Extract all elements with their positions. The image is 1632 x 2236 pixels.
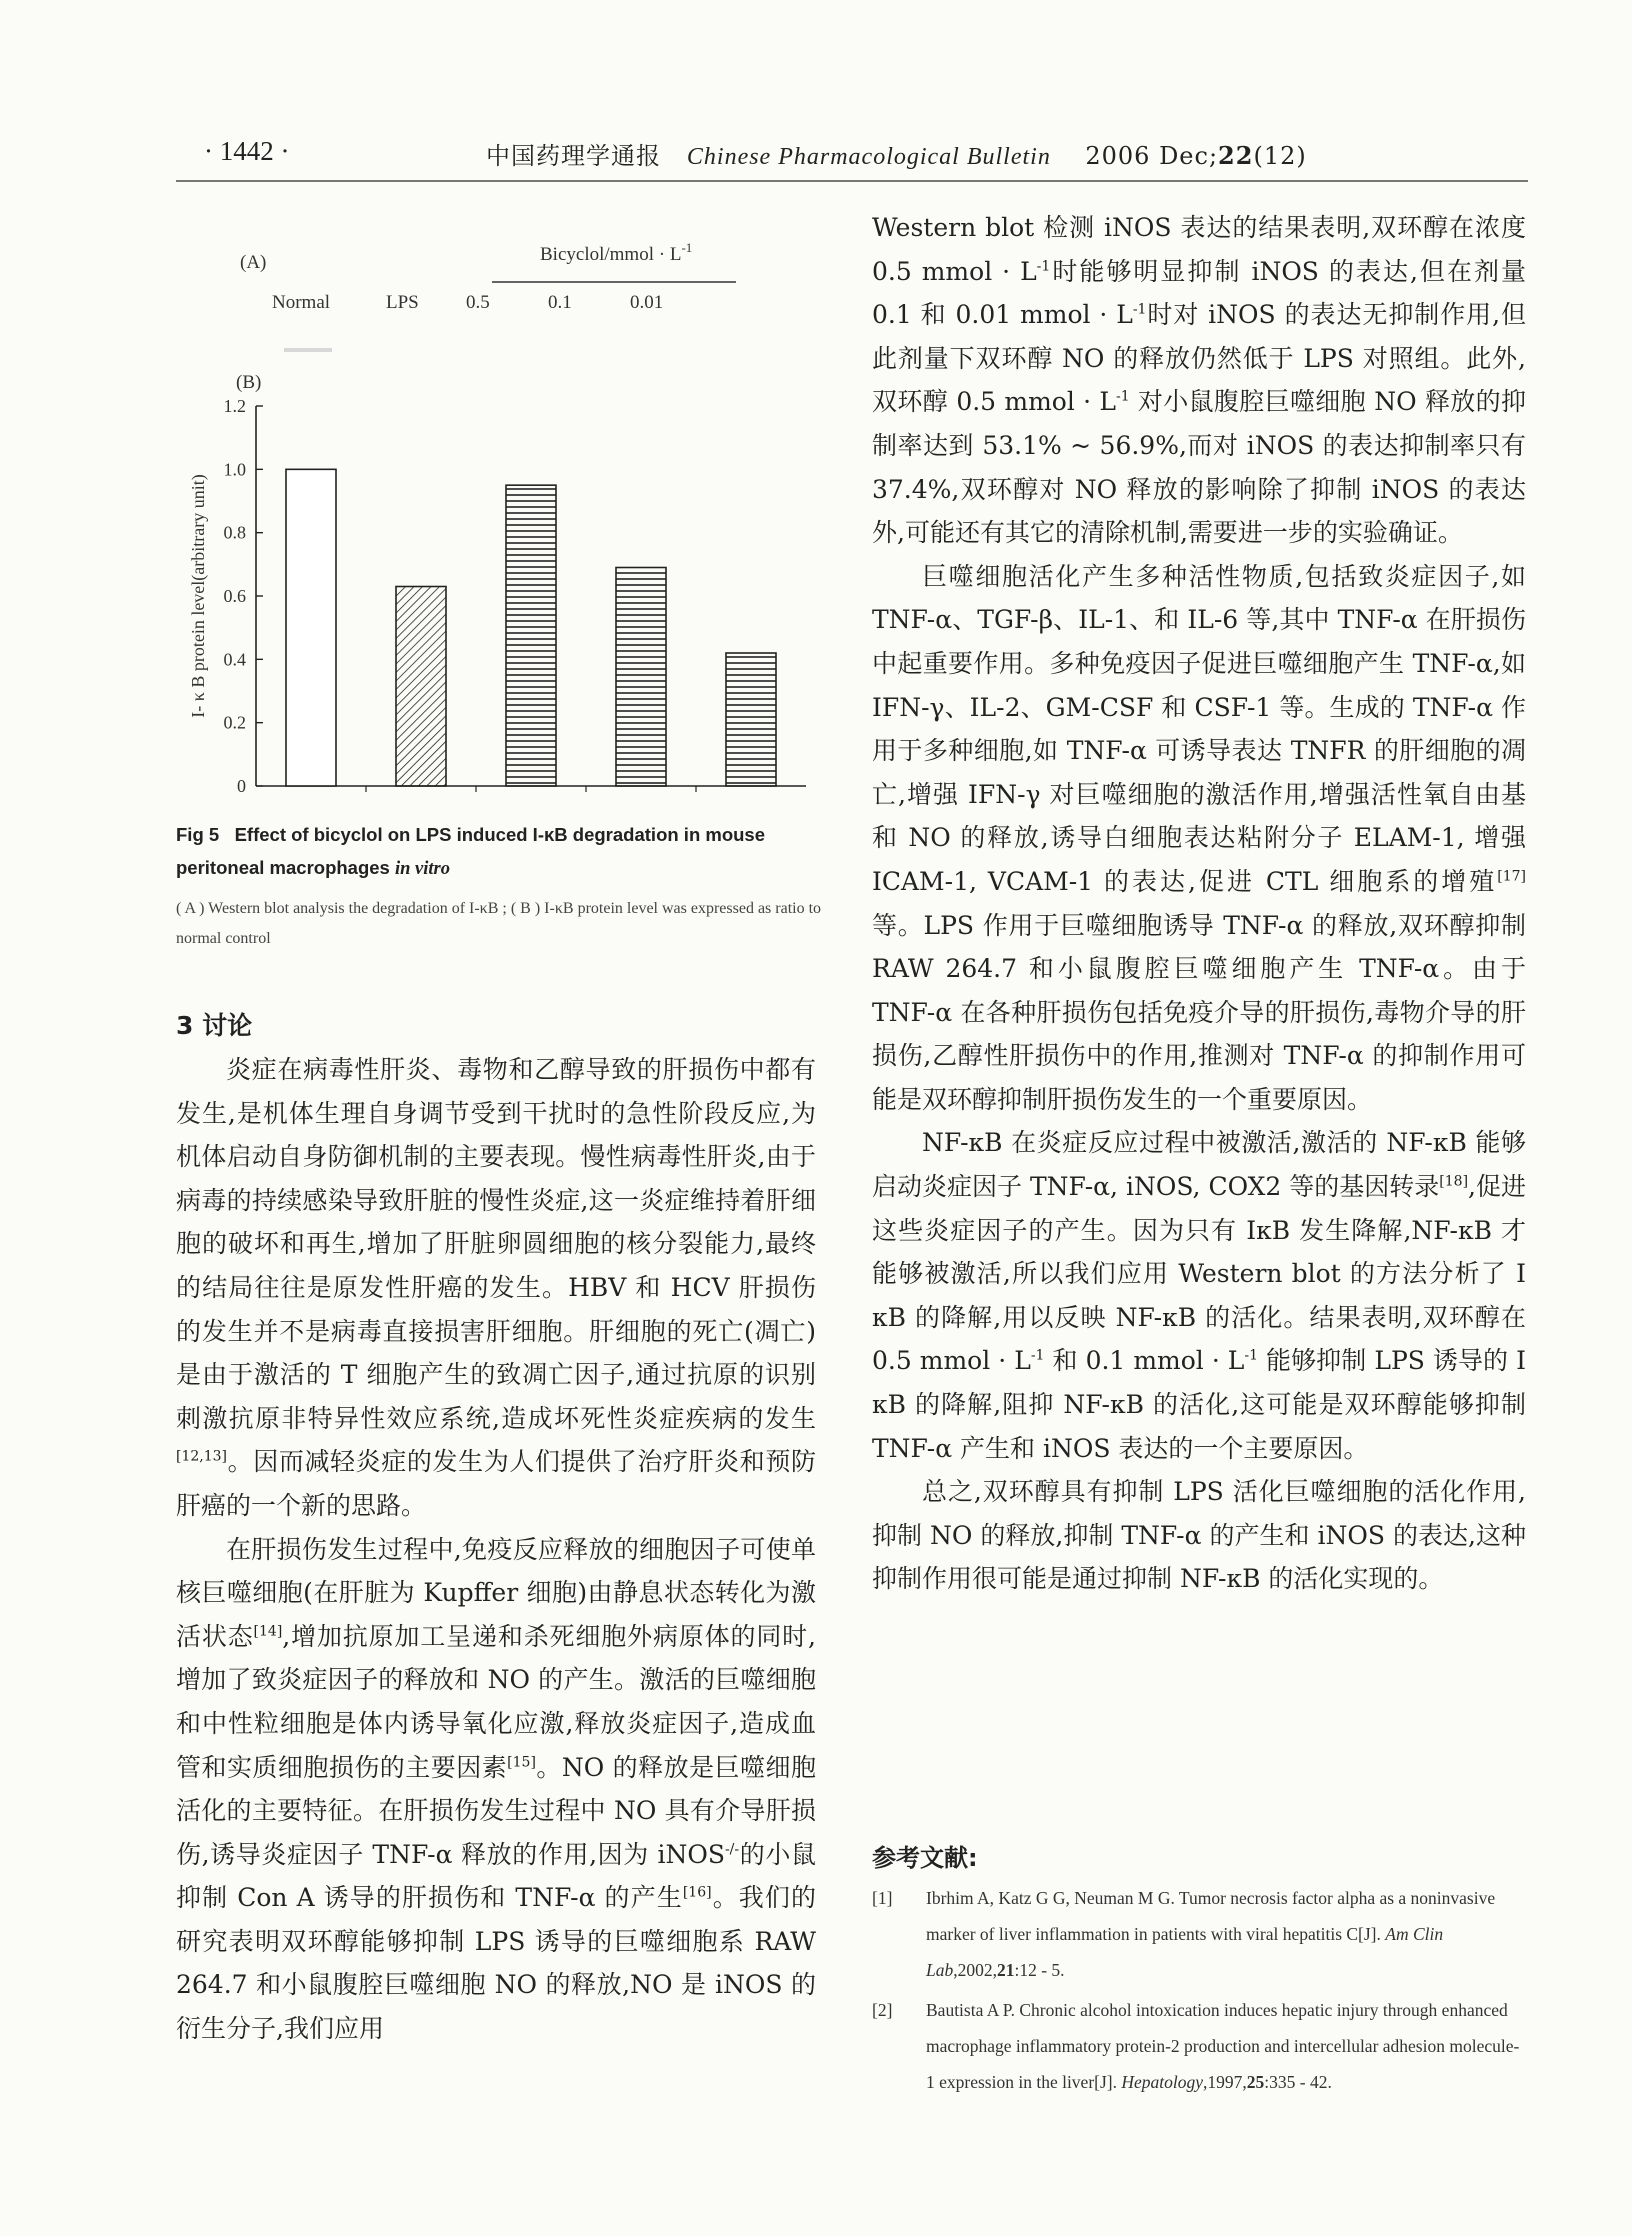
y-tick-label: 1.2	[223, 396, 246, 416]
issue-number: (12)	[1253, 142, 1307, 170]
references-heading: 参考文献:	[872, 1844, 978, 1872]
bar-0-1	[616, 568, 666, 787]
y-tick-label: 1.0	[223, 459, 246, 480]
paragraph-1: 炎症在病毒性肝炎、毒物和乙醇导致的肝损伤中都有发生,是机体生理自身调节受到干扰时的急性阶段反应,为机体启动自身防御机制的主要表现。慢性病毒性肝炎,由于病毒的持续感染导致肝脏的慢性炎症,这一炎症维持着肝细胞的破坏和再生,增加了肝脏卵圆细胞的核分裂能力,最终的结局往往是原发性肝癌的发生。HBV 和 HCV 肝损伤的发生并不是病毒直接损害肝细胞。肝细胞的死亡(凋亡)是由于激活的 T 细胞产生的致凋亡因子,通过抗原的识别刺激抗原非特异性效应系统,造成坏死性炎症疾病的发生[12,13]。因而减轻炎症的发生为人们提供了治疗肝炎和预防肝癌的一个新的思路。	[176, 1055, 816, 1520]
panel-a-label: (A)	[240, 252, 267, 273]
caption-fig-no: Fig 5	[176, 824, 220, 845]
reference-item: [2] Bautista A P. Chronic alcohol intoxication induces hepatic injury through enhanced macrophage inflammatory protein-2 production and intercellular adhesion molecule-1 expression in the liver[J]. Hepatology,1997,25:335 - 42.	[872, 1992, 1526, 2100]
journal-title-cn: 中国药理学通报	[486, 142, 661, 170]
lane-label: 0.1	[548, 292, 572, 313]
caption-title-italic: in vitro	[394, 859, 450, 879]
caption-title	[176, 818, 826, 886]
issue-prefix: 2006 Dec;	[1085, 142, 1219, 170]
bar-normal	[286, 469, 336, 786]
treatment-header: Bicyclol/mmol · $L^{-1}$	[540, 240, 693, 265]
caption-title-text: Effect of bicyclol on LPS induced I-κB degradation in mouse peritoneal macrophages	[176, 824, 766, 878]
panel-b-label: (B)	[236, 372, 262, 393]
header-rule	[176, 180, 1528, 182]
caption-note: ( A ) Western blot analysis the degradation of I-κB ; ( B ) I-κB protein level was expressed as ratio to normal control	[176, 900, 822, 947]
running-header	[176, 128, 1526, 178]
blot-smudge	[284, 348, 332, 352]
lane-labels	[272, 292, 663, 313]
y-tick-label: 0.4	[223, 649, 246, 670]
issue-volume: 22	[1218, 141, 1254, 170]
bar-0-01	[726, 653, 776, 786]
bar-lps	[396, 587, 446, 787]
bar-0-5	[506, 485, 556, 786]
y-axis-label: I- κ B protein level(arbitrary unit)	[188, 474, 208, 718]
lane-label: 0.01	[630, 292, 664, 313]
figure-5	[176, 230, 816, 800]
paragraph-5: NF-κB 在炎症反应过程中被激活,激活的 NF-κB 能够启动炎症因子 TNF-α, iNOS, COX2 等的基因转录[18],促进这些炎症因子的产生。因为只有 IκB 发生降解,NF-κB 才能够被激活,所以我们应用 Western blot 的方法分析了 I κB 的降解,用以反映 NF-κB 的活化。结果表明,双环醇在 0.5 mmol · $L^{-1}$ 和 0.1 mmol · $L^{-1}$ 能够抑制 LPS 诱导的 I κB 的降解,阻抑 NF-κB 的活化,这可能是双环醇能够抑制 TNF-α 产生和 iNOS 表达的一个主要原因。	[872, 1128, 1527, 1463]
y-tick-label: 0	[237, 776, 246, 796]
lane-label: LPS	[386, 292, 419, 313]
reference-item: [1] Ibrhim A, Katz G G, Neuman M G. Tumor necrosis factor alpha as a noninvasive marker of liver inflammation in patients with viral hepatitis C[J]. Am Clin Lab,2002,21:12 - 5.	[872, 1880, 1526, 1988]
lane-label: 0.5	[466, 292, 490, 313]
reference-number: [1]	[872, 1888, 893, 1908]
page-number: · 1442 ·	[204, 136, 290, 166]
y-tick-label: 0.2	[223, 712, 246, 733]
journal-title-en: Chinese Pharmacological Bulletin	[686, 144, 1051, 170]
paragraph-3: Western blot 检测 iNOS 表达的结果表明,双环醇在浓度 0.5 mmol · $L^{-1}$时能够明显抑制 iNOS 的表达,但在剂量 0.1 和 0.01 mmol · $L^{-1}$时对 iNOS 的表达无抑制作用,但此剂量下双环醇 NO 的释放仍然低于 LPS 对照组。此外,双环醇 0.5 mmol · $L^{-1}$ 对小鼠腹腔巨噬细胞 NO 释放的抑制率达到 53.1% ~ 56.9%,而对 iNOS 的表达抑制率只有 37.4%,双环醇对 NO 释放的影响除了抑制 iNOS 的表达外,可能还有其它的清除机制,需要进一步的实验确证。	[872, 213, 1526, 548]
paragraph-2: 在肝损伤发生过程中,免疫反应释放的细胞因子可使单核巨噬细胞(在肝脏为 Kupffer 细胞)由静息状态转化为激活状态[14],增加抗原加工呈递和杀死细胞外病原体的同时,增加了致炎症因子的释放和 NO 的产生。激活的巨噬细胞和中性粒细胞是体内诱导氧化应激,释放炎症因子,造成血管和实质细胞损伤的主要因素[15]。NO 的释放是巨噬细胞活化的主要特征。在肝损伤发生过程中 NO 具有介导肝损伤,诱导炎症因子 TNF-α 释放的作用,因为 iNOS-/-的小鼠抑制 Con A 诱导的肝损伤和 TNF-α 的产生[16]。我们的研究表明双环醇能够抑制 LPS 诱导的巨噬细胞系 RAW 264.7 和小鼠腹腔巨噬细胞 NO 的释放,NO 是 iNOS 的衍生分子,我们应用	[176, 1534, 816, 2044]
bar-chart	[188, 396, 806, 796]
right-column-text	[872, 206, 1526, 1601]
paragraph-6: 总之,双环醇具有抑制 LPS 活化巨噬细胞的活化作用,抑制 NO 的释放,抑制 TNF-α 的产生和 iNOS 的表达,这种抑制作用很可能是通过抑制 NF-κB 的活化实现的。	[872, 1477, 1526, 1594]
left-column-text	[176, 1048, 816, 2051]
y-tick-label: 0.6	[223, 586, 246, 606]
journal-line	[486, 136, 1307, 171]
lane-label: Normal	[272, 292, 331, 313]
section-heading: 3 讨论	[176, 1011, 253, 1040]
reference-number: [2]	[872, 2000, 893, 2020]
paragraph-4: 巨噬细胞活化产生多种活性物质,包括致炎症因子,如 TNF-α、TGF-β、IL-1、和 IL-6 等,其中 TNF-α 在肝损伤中起重要作用。多种免疫因子促进巨噬细胞产生 TNF-α,如 IFN-γ、IL-2、GM-CSF 和 CSF-1 等。生成的 TNF-α 作用于多种细胞,如 TNF-α 可诱导表达 TNFR 的肝细胞的凋亡,增强 IFN-γ 对巨噬细胞的激活作用,增强活性氧自由基和 NO 的释放,诱导白细胞表达粘附分子 ELAM-1, 增强 ICAM-1, VCAM-1 的表达,促进 CTL 细胞系的增殖[17] 等。LPS 作用于巨噬细胞诱导 TNF-α 的释放,双环醇抑制 RAW 264.7 和小鼠腹腔巨噬细胞产生 TNF-α。由于 TNF-α 在各种肝损伤包括免疫介导的肝损伤,毒物介导的肝损伤,乙醇性肝损伤中的作用,推测对 TNF-α 的抑制作用可能是双环醇抑制肝损伤发生的一个重要原因。	[872, 561, 1526, 1114]
figure-caption	[176, 818, 826, 954]
y-tick-label: 0.8	[223, 522, 246, 543]
references-list	[872, 1880, 1526, 2104]
